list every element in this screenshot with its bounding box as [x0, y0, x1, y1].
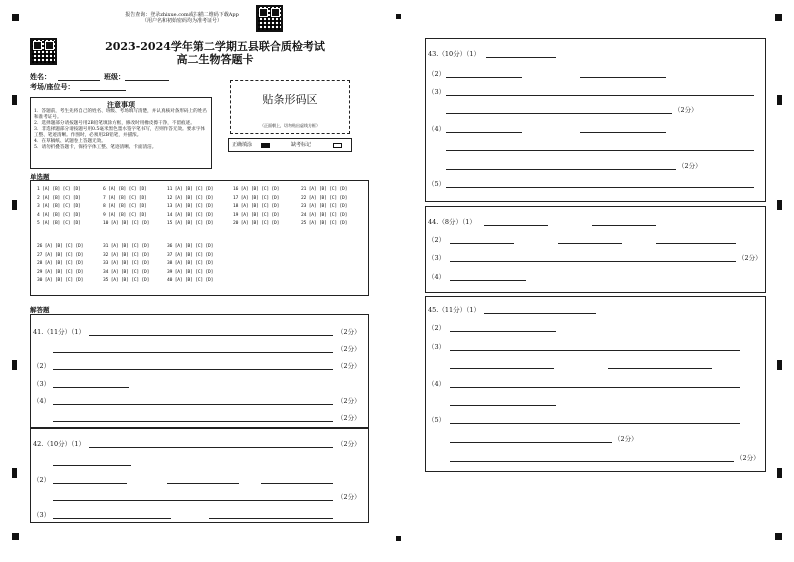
q42-2-line-c[interactable]: [261, 483, 333, 484]
q42-1-line-1[interactable]: [89, 447, 333, 448]
correct-fill-label: 正确填涂: [232, 142, 253, 148]
mc-question-22[interactable]: 22 [A] [B] [C] [D]: [301, 195, 348, 201]
q43-4-line-b[interactable]: [580, 132, 666, 133]
page-title: 2023-2024学年第二学期五县联合质检考试: [105, 40, 325, 53]
q43-2-line-b[interactable]: [580, 77, 666, 78]
mc-question-14[interactable]: 14 [A] [B] [C] [D]: [167, 212, 214, 218]
mc-question-21[interactable]: 21 [A] [B] [C] [D]: [301, 187, 348, 192]
side-mark: [777, 360, 782, 370]
side-mark: [12, 200, 17, 210]
q44-box: [425, 206, 766, 293]
q42-box: [30, 428, 369, 523]
notice-list: [34, 109, 208, 151]
mc-question-1[interactable]: 1 [A] [B] [C] [D]: [37, 187, 81, 192]
mc-question-2[interactable]: 2 [A] [B] [C] [D]: [37, 195, 81, 201]
q45-p4: （4）: [428, 380, 446, 388]
q44-2-line-c[interactable]: [656, 243, 736, 244]
mc-question-10[interactable]: 10 [A] [B] [C] [D]: [103, 221, 150, 227]
mc-question-34[interactable]: 34 [A] [B] [C] [D]: [103, 269, 150, 275]
q41-2-line[interactable]: [53, 369, 333, 370]
q43-4-score: （2分）: [678, 162, 702, 170]
q41-2-score: （2分）: [337, 362, 361, 370]
q44-3-line[interactable]: [450, 261, 736, 262]
q45-5-score-2: （2分）: [736, 454, 760, 462]
corner-mark-bottom-right: [775, 533, 782, 540]
q41-box: [30, 314, 369, 428]
top-notice: 报告查询：登录zhixue.com或扫描二维码下载App （用户名和初始密码均为准考证号）: [125, 12, 239, 24]
q43-4-line-a[interactable]: [446, 132, 522, 133]
q41-head: 41.（11分）（1）: [33, 328, 85, 336]
q41-4-line-1[interactable]: [53, 404, 333, 405]
mc-question-7[interactable]: 7 [A] [B] [C] [D]: [103, 195, 147, 201]
q44-2-line-a[interactable]: [450, 243, 514, 244]
class-label: 班级：: [104, 72, 125, 81]
mc-question-18[interactable]: 18 [A] [B] [C] [D]: [233, 204, 280, 210]
class-field[interactable]: [125, 80, 169, 81]
side-mark: [777, 95, 782, 105]
q41-4-score-1: （2分）: [337, 397, 361, 405]
corner-mark-top-left: [12, 14, 19, 21]
center-mark-bottom: [396, 536, 401, 541]
fill-legend: [228, 138, 352, 152]
q42-1-score: （2分）: [337, 440, 361, 448]
mc-question-35[interactable]: 35 [A] [B] [C] [D]: [103, 278, 150, 284]
q43-box: [425, 38, 766, 202]
mc-question-27[interactable]: 27 [A] [B] [C] [D]: [37, 252, 84, 258]
q44-4-line[interactable]: [450, 280, 526, 281]
seat-label: 考场/座位号：: [30, 82, 75, 91]
mc-question-26[interactable]: 26 [A] [B] [C] [D]: [37, 244, 84, 249]
notice-item: 1．答题前，考生先将自己的姓名、班级、考场填写清楚，并认真核对条形码上的姓名和准考证号。: [34, 109, 207, 120]
mc-question-23[interactable]: 23 [A] [B] [C] [D]: [301, 204, 348, 210]
mc-question-9[interactable]: 9 [A] [B] [C] [D]: [103, 212, 147, 218]
mc-question-5[interactable]: 5 [A] [B] [C] [D]: [37, 221, 81, 227]
q43-4-line-2[interactable]: [446, 150, 754, 151]
mc-question-17[interactable]: 17 [A] [B] [C] [D]: [233, 195, 280, 201]
q44-2-line-b[interactable]: [558, 243, 622, 244]
q42-2-line-b[interactable]: [167, 483, 239, 484]
name-field[interactable]: [58, 80, 100, 81]
q43-p4: （4）: [428, 125, 446, 133]
mc-question-3[interactable]: 3 [A] [B] [C] [D]: [37, 204, 81, 210]
q41-p3: （3）: [33, 380, 51, 388]
q41-1-score-2: （2分）: [337, 345, 361, 353]
mc-question-31[interactable]: 31 [A] [B] [C] [D]: [103, 244, 150, 249]
mc-question-30[interactable]: 30 [A] [B] [C] [D]: [37, 278, 84, 284]
q41-4-line-2[interactable]: [53, 421, 333, 422]
mc-question-12[interactable]: 12 [A] [B] [C] [D]: [167, 195, 214, 201]
mc-question-32[interactable]: 32 [A] [B] [C] [D]: [103, 252, 150, 258]
q45-p2: （2）: [428, 324, 446, 332]
side-mark: [12, 95, 17, 105]
corner-mark-bottom-left: [12, 533, 19, 540]
mc-question-8[interactable]: 8 [A] [B] [C] [D]: [103, 204, 147, 210]
q43-5-line[interactable]: [446, 187, 754, 188]
app-qr-code-icon[interactable]: [256, 5, 283, 32]
mc-question-25[interactable]: 25 [A] [B] [C] [D]: [301, 221, 348, 227]
barcode-area: [230, 80, 350, 134]
q45-p3: （3）: [428, 343, 446, 351]
q45-3-line-1[interactable]: [450, 350, 740, 351]
notice-item: 4．在草稿纸、试题卷上答题无效。: [34, 139, 106, 144]
q43-head: 43.（10分）（1）: [428, 50, 480, 58]
q43-p5: （5）: [428, 180, 446, 188]
side-mark: [777, 200, 782, 210]
mc-question-37[interactable]: 37 [A] [B] [C] [D]: [167, 252, 214, 258]
mc-question-13[interactable]: 13 [A] [B] [C] [D]: [167, 204, 214, 210]
mc-question-28[interactable]: 28 [A] [B] [C] [D]: [37, 261, 84, 267]
q45-1-line[interactable]: [484, 313, 596, 314]
q42-head: 42.（10分）（1）: [33, 440, 85, 448]
mc-question-38[interactable]: 38 [A] [B] [C] [D]: [167, 261, 214, 267]
q43-1-line[interactable]: [486, 57, 556, 58]
mc-question-36[interactable]: 36 [A] [B] [C] [D]: [167, 244, 214, 249]
q45-3-line-a[interactable]: [450, 368, 554, 369]
seat-field[interactable]: [80, 90, 126, 91]
q45-2-line[interactable]: [450, 331, 556, 332]
barcode-label: 贴条形码区: [262, 93, 318, 106]
q45-4-line-1[interactable]: [450, 387, 740, 388]
mc-question-39[interactable]: 39 [A] [B] [C] [D]: [167, 269, 214, 275]
q43-p3: （3）: [428, 88, 446, 96]
essay-section-title: 解答题: [30, 306, 50, 314]
page-subtitle: 高二生物答题卡: [176, 53, 254, 66]
q42-1-line-2[interactable]: [53, 465, 131, 466]
name-label: 姓名：: [30, 72, 51, 81]
q44-p3: （3）: [428, 254, 446, 262]
q42-2-line-d[interactable]: [53, 500, 333, 501]
mc-question-15[interactable]: 15 [A] [B] [C] [D]: [167, 221, 214, 227]
q42-2-line-a[interactable]: [53, 483, 127, 484]
mc-section-title: 单选题: [30, 173, 50, 181]
q44-3-score: （2分）: [738, 254, 762, 262]
q42-p3: （3）: [33, 511, 51, 519]
q45-head: 45.（11分）（1）: [428, 306, 480, 314]
notice-item: 3．非选择题部分请按题号用0.5毫米黑色墨水签字笔书写，否则作答无效。要求字体工整、笔迹清晰。作图时，必须用2B铅笔，并描浓。: [34, 127, 206, 138]
q41-1-line-1[interactable]: [89, 335, 333, 336]
mc-answer-box: [30, 180, 369, 296]
q42-3-line-a[interactable]: [53, 518, 171, 519]
q43-3-line-1[interactable]: [446, 95, 754, 96]
q45-5-line-2[interactable]: [450, 442, 612, 443]
q41-3-line[interactable]: [53, 387, 129, 388]
mc-question-16[interactable]: 16 [A] [B] [C] [D]: [233, 187, 280, 192]
mc-question-6[interactable]: 6 [A] [B] [C] [D]: [103, 187, 147, 192]
q44-head: 44.（8分）（1）: [428, 218, 476, 226]
mc-question-24[interactable]: 24 [A] [B] [C] [D]: [301, 212, 348, 218]
corner-mark-top-right: [775, 14, 782, 21]
missing-mark-box[interactable]: [333, 143, 342, 148]
mc-question-11[interactable]: 11 [A] [B] [C] [D]: [167, 187, 214, 192]
missing-mark-label: 缺考标记: [291, 142, 312, 148]
q43-3-score: （2分）: [674, 106, 698, 114]
q41-p2: （2）: [33, 362, 51, 370]
q43-3-line-2[interactable]: [446, 113, 672, 114]
mc-question-29[interactable]: 29 [A] [B] [C] [D]: [37, 269, 84, 275]
center-mark-top: [396, 14, 401, 19]
q43-4-line-3[interactable]: [446, 169, 676, 170]
q44-1-line-b[interactable]: [592, 225, 656, 226]
q45-5-line-3[interactable]: [450, 461, 734, 462]
q44-1-line-a[interactable]: [484, 225, 548, 226]
notice-item: 2．选择题部分请按题号用2B铅笔填涂方框，修改时用橡皮擦干净，不留痕迹。: [34, 121, 195, 126]
notice-item: 5．请勿折叠答题卡，保持字体工整、笔迹清晰、卡面清洁。: [34, 145, 157, 150]
q45-p5: （5）: [428, 416, 446, 424]
side-mark: [777, 468, 782, 478]
q42-p2: （2）: [33, 476, 51, 484]
q45-5-score-1: （2分）: [614, 435, 638, 443]
q41-1-line-2[interactable]: [53, 352, 333, 353]
q45-5-line-1[interactable]: [450, 423, 740, 424]
sheet-qr-code-icon: [30, 38, 57, 65]
mc-question-20[interactable]: 20 [A] [B] [C] [D]: [233, 221, 280, 227]
q45-box: [425, 296, 766, 472]
barcode-hint: （正面朝上，切勿贴出虚线方框）: [260, 123, 320, 128]
side-mark: [12, 468, 17, 478]
mc-question-19[interactable]: 19 [A] [B] [C] [D]: [233, 212, 280, 218]
notice-box: [30, 97, 212, 169]
q41-4-score-2: （2分）: [337, 414, 361, 422]
side-mark: [12, 360, 17, 370]
notice-title: 注意事项: [107, 100, 135, 109]
mc-question-4[interactable]: 4 [A] [B] [C] [D]: [37, 212, 81, 218]
mc-question-40[interactable]: 40 [A] [B] [C] [D]: [167, 278, 214, 284]
q44-p4: （4）: [428, 273, 446, 281]
q42-2-score: （2分）: [337, 493, 361, 501]
q45-4-line-2[interactable]: [450, 405, 556, 406]
q43-2-line-a[interactable]: [446, 77, 522, 78]
mc-question-33[interactable]: 33 [A] [B] [C] [D]: [103, 261, 150, 267]
q42-3-line-b[interactable]: [209, 518, 333, 519]
q41-1-score-1: （2分）: [337, 328, 361, 336]
correct-fill-icon: [261, 143, 270, 148]
q43-p2: （2）: [428, 70, 446, 78]
q45-3-line-b[interactable]: [608, 368, 712, 369]
q41-p4: （4）: [33, 397, 51, 405]
q44-p2: （2）: [428, 236, 446, 244]
